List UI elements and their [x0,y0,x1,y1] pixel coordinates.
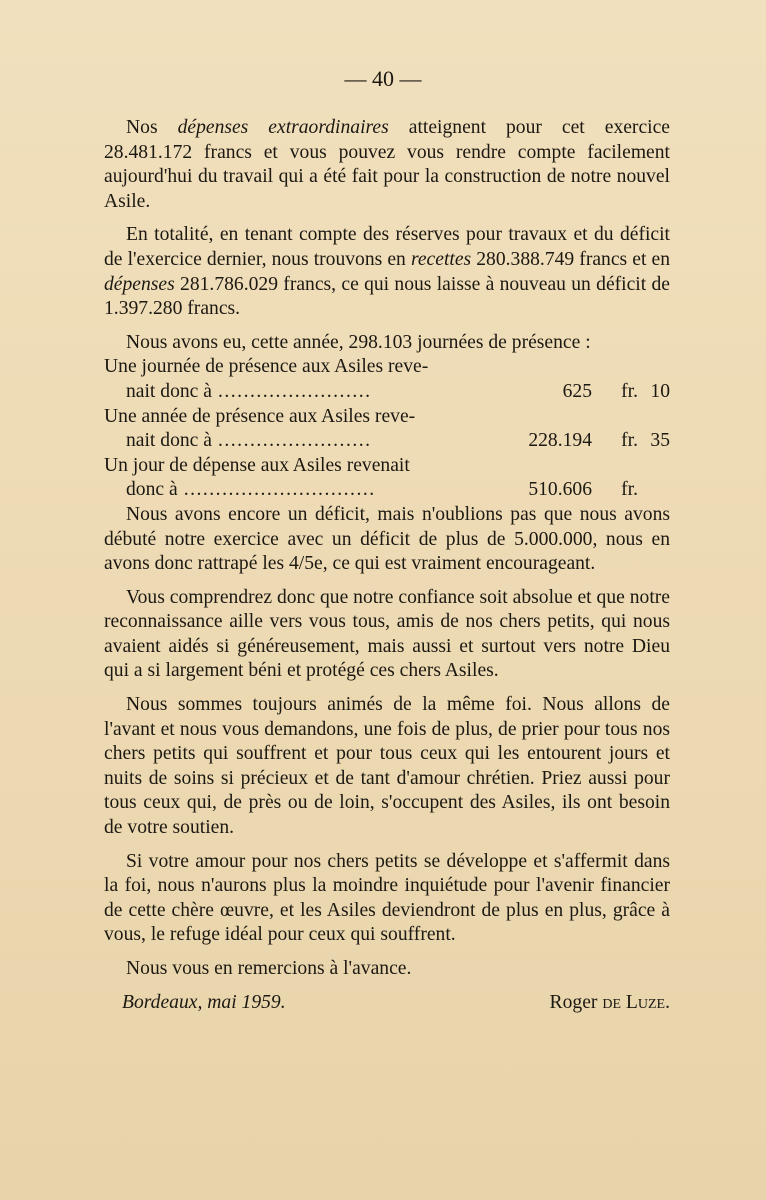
text-span: En totalité, en tenant compte des réserves pour travaux et du déficit de l'exercice dernier, nous trouvons en [104,224,670,270]
text-span: 281.786.029 francs, ce qui nous laisse à nouveau un déficit de 1.397.280 francs. [104,273,670,320]
paragraph-totals [104,223,670,321]
place-date: Bordeaux, mai 1959. [122,991,286,1013]
paragraph-confidence: Vous comprendrez donc que notre confiance soit absolue et que notre reconnaissance aille vers vous tous, amis de nos chers petits, qui nous avaient aidés si généreusement, mais aussi et surtout vers notre Dieu qui a si largement béni et protégé ces chers Asiles. [104,586,670,682]
signature-name [550,991,670,1016]
stat-row [104,380,670,405]
paragraph-extraordinary-expenses [104,116,670,214]
paragraph-future: Si votre amour pour nos chers petits se développe et s'affermit dans la foi, nous n'aurons plus la moindre inquiétude pour l'avenir financier de cette chère œuvre, et les Asiles deviendront de plus en plus, grâce à vous, le refuge idéal pour ceux qui souffrent. [104,850,670,946]
stat-label: Une journée de présence aux Asiles reve- [104,356,429,378]
letter-body [104,116,670,1015]
cents: 35 [650,430,670,452]
stat-value [528,429,670,454]
text-span: atteignent pour cet exercice 28.481.172 francs et vous pouvez vous rendre compte facilement aujourd'hui du travail qui a été fait pour la construction de notre nouvel Asile. [104,117,670,212]
emphasis-text: recettes [410,248,472,270]
emphasis-text: dépenses extraordinaires [177,117,389,138]
text-span: Nos [126,117,178,138]
dot-leader: .............................. [183,479,376,501]
stat-block-expense [104,454,670,503]
amount: 510.606 [528,479,592,501]
stat-block-year [104,405,670,454]
cents: 10 [650,380,670,402]
emphasis-text: dépenses [104,273,175,295]
text-span: 280.388.749 francs et en [471,248,670,270]
paragraph-days-of-presence: Nous avons eu, cette année, 298.103 journées de présence : [126,331,591,353]
stat-label: Un jour de dépense aux Asiles revenait [104,454,410,476]
stat-label-continued: nait donc à [126,380,212,402]
paragraph-deficit: Nous avons encore un déficit, mais n'oublions pas que nous avons débuté notre exercice avec un déficit de plus de 5.000.000, nous en avons donc rattrapé les 4/5e, ce qui est vraiment encourageant. [104,503,670,575]
signature-row [104,991,670,1016]
signature-particle: de [602,991,622,1013]
stat-row [104,429,670,454]
page-number: — 40 — [344,66,422,91]
stat-label-continued: donc à [126,479,178,501]
stat-label-continued: nait donc à [126,430,212,452]
currency-unit: fr. [621,479,638,501]
stat-block-day [104,355,670,404]
currency-unit: fr. [621,380,638,402]
stat-value [563,380,670,405]
amount: 228.194 [528,430,592,452]
paragraph-faith: Nous sommes toujours animés de la même foi. Nous allons de l'avant et nous vous demandons, une fois de plus, de prier pour tous nos chers petits qui souffrent et pour tous ceux qui les entourent jours et nuits de soins si précieux et de tant d'amour chrétien. Priez aussi pour tous ceux qui, de près ou de loin, s'occupent des Asiles, ils ont besoin de votre soutien. [104,694,670,839]
signature-last-name: Luze. [621,991,670,1013]
signature-first-name: Roger [549,991,603,1013]
dot-leader: ........................ [217,430,372,452]
paragraph-thanks: Nous vous en remercions à l'avance. [126,958,412,979]
stat-row [104,478,670,503]
amount: 625 [562,380,592,402]
stat-value [528,478,670,503]
stat-label: Une année de présence aux Asiles reve- [104,405,416,427]
dot-leader: ........................ [217,380,372,402]
currency-unit: fr. [621,430,638,452]
